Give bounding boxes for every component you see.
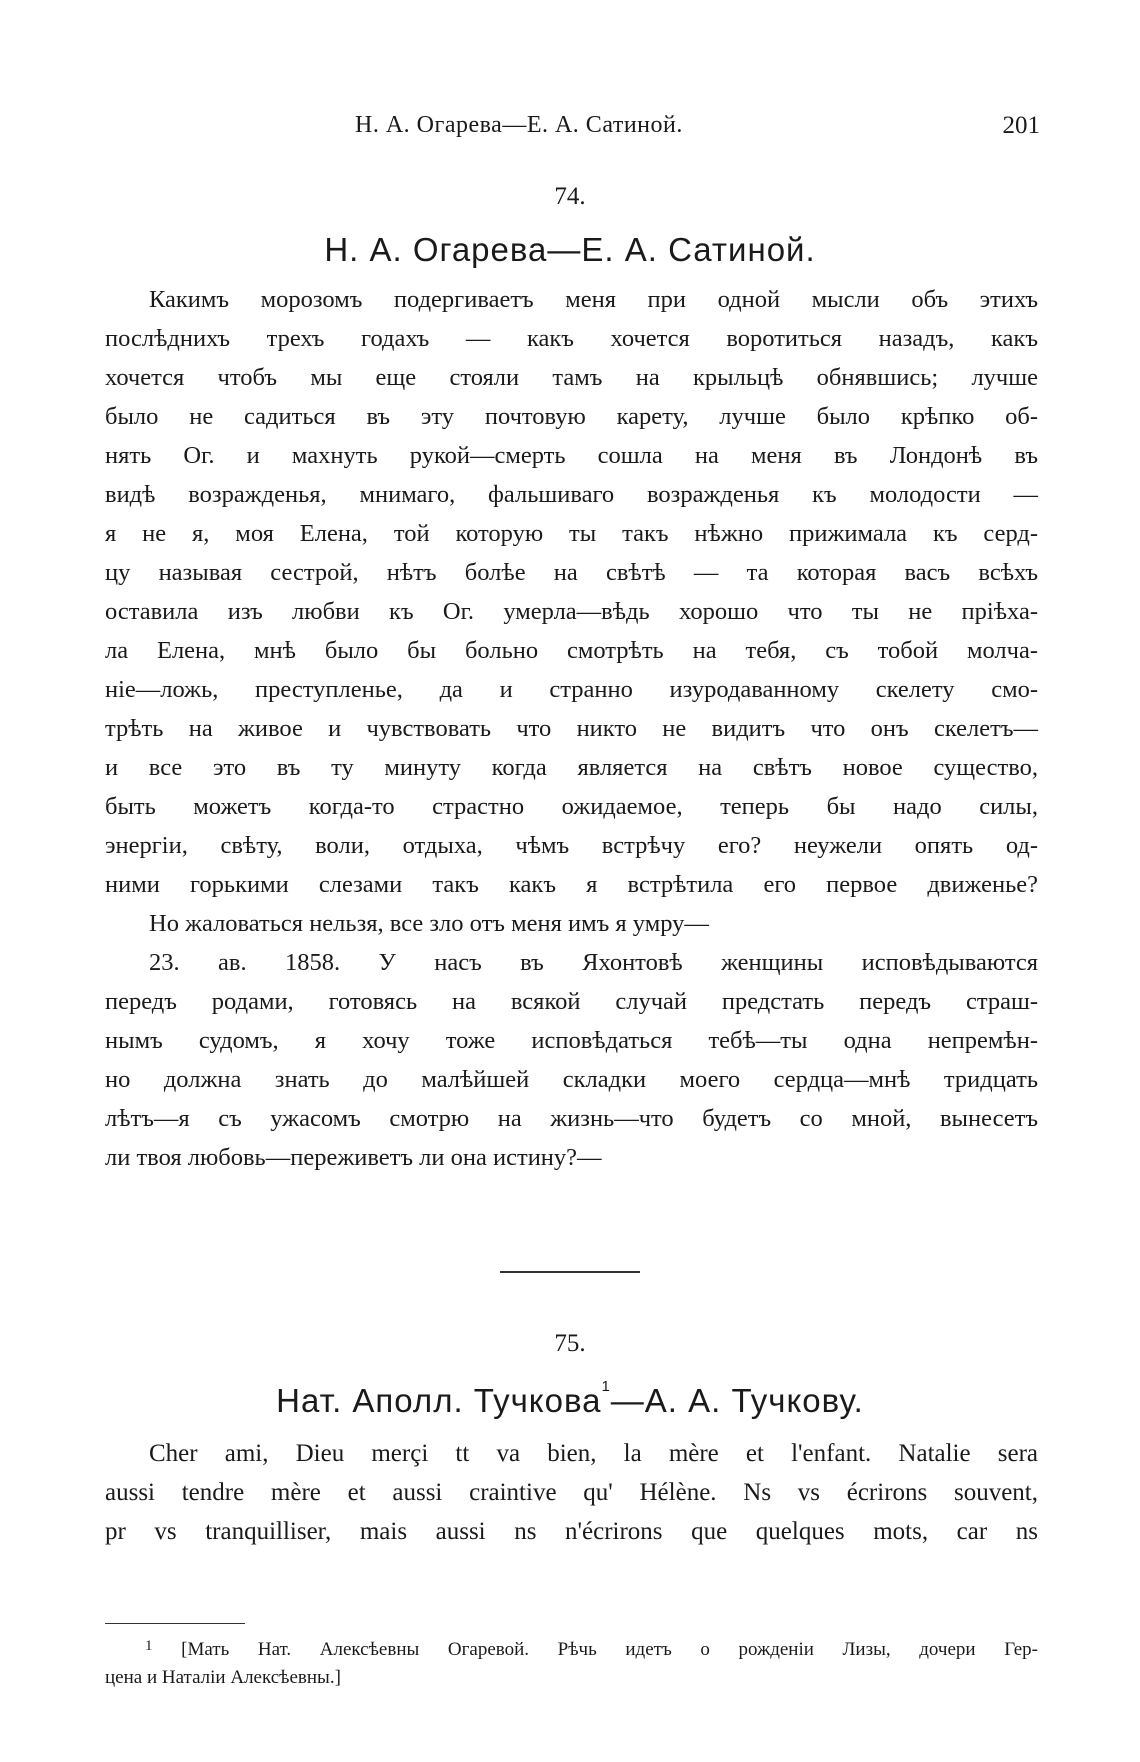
text-line: ли твоя любовь—переживетъ ли она истину?— (105, 1144, 602, 1171)
text-line: цу называя сестрой, нѣтъ болѣе на свѣтѣ — та которая васъ всѣхъ (105, 559, 1038, 586)
text-line: 23. ав. 1858. У насъ въ Яхонтовѣ женщины исповѣдываются (149, 949, 1038, 976)
letter-number-74: 74. (554, 183, 586, 210)
text-line: ніе—ложь, преступленье, да и странно изуродаванному скелету смо- (105, 676, 1038, 703)
text-line: быть можетъ когда-то страстно ожидаемое, теперь бы надо силы, (105, 793, 1038, 820)
text-line: ла Елена, мнѣ было бы больно смотрѣть на тебя, съ тобой молча- (105, 637, 1038, 664)
section-divider (500, 1271, 640, 1273)
text-line: и все это въ ту минуту когда является на свѣтъ новое существо, (105, 754, 1038, 781)
text-line: aussi tendre mère et aussi craintive qu' Hélène. Ns vs écrirons souvent, (105, 1479, 1038, 1506)
footnote-line (105, 1636, 1038, 1664)
running-head (0, 112, 1140, 144)
footnote-marker: 1 (601, 1378, 611, 1395)
text-line: энергіи, свѣту, воли, отдыха, чѣмъ встрѣчу его? неужели опять од- (105, 832, 1038, 859)
letter-heading-75 (0, 1378, 1140, 1420)
text-line: лѣтъ—я съ ужасомъ смотрю на жизнь—что будетъ со мной, вынесетъ (105, 1105, 1038, 1132)
footnote-text: [Мать Нат. Алексѣевны Огаревой. Рѣчь идетъ о рожденіи Лизы, дочери Гер- (181, 1639, 1038, 1660)
letter-heading-74: Н. А. Огарева—Е. А. Сатиной. (324, 231, 816, 268)
heading-text: Нат. Аполл. Тучкова (276, 1382, 602, 1419)
heading-tail: —А. А. Тучкову. (610, 1382, 864, 1419)
text-line: послѣднихъ трехъ годахъ — какъ хочется воротиться назадъ, какъ (105, 325, 1038, 352)
running-title: Н. А. Огарева—Е. А. Сатиной. (355, 112, 683, 138)
text-line: нымъ судомъ, я хочу тоже исповѣдаться тебѣ—ты одна непремѣн- (105, 1027, 1038, 1054)
text-line: я не я, моя Елена, той которую ты такъ нѣжно прижимала къ серд- (105, 520, 1038, 547)
text-line: Но жаловаться нельзя, все зло отъ меня имъ я умру— (149, 910, 709, 937)
text-line: видѣ возражденья, мнимаго, фальшиваго возражденья къ молодости — (105, 481, 1038, 508)
text-line: было не садиться въ эту почтовую карету, лучше было крѣпко об- (105, 403, 1038, 430)
text-line: pr vs tranquilliser, mais aussi ns n'écrirons que quelques mots, car ns (105, 1518, 1038, 1545)
letter-body-75 (105, 1434, 1038, 1551)
text-line: Cher ami, Dieu merçi tt va bien, la mère et l'enfant. Natalie sera (149, 1440, 1038, 1467)
letter-body-74 (105, 280, 1038, 1177)
text-line: хочется чтобъ мы еще стояли тамъ на крыльцѣ обнявшись; лучше (105, 364, 1038, 391)
text-line: трѣть на живое и чувствовать что никто не видитъ что онъ скелетъ— (105, 715, 1038, 742)
text-line: Какимъ морозомъ подергиваетъ меня при одной мысли объ этихъ (149, 286, 1038, 313)
footnote-number: 1 (145, 1638, 153, 1654)
text-line: но должна знать до малѣйшей складки моего сердца—мнѣ тридцать (105, 1066, 1038, 1093)
footnote-rule (105, 1623, 245, 1624)
page-number: 201 (1002, 112, 1040, 139)
footnote (105, 1636, 1038, 1692)
footnote-line: цена и Наталіи Алексѣевны.] (105, 1667, 341, 1688)
text-line: нять Ог. и махнуть рукой—смерть сошла на меня въ Лондонѣ въ (105, 442, 1038, 469)
text-line: оставила изъ любви къ Ог. умерла—вѣдь хорошо что ты не пріѣха- (105, 598, 1038, 625)
text-line: ними горькими слезами такъ какъ я встрѣтила его первое движенье? (105, 871, 1038, 898)
letter-number-75: 75. (554, 1330, 586, 1357)
text-line: передъ родами, готовясь на всякой случай предстать передъ страш- (105, 988, 1038, 1015)
